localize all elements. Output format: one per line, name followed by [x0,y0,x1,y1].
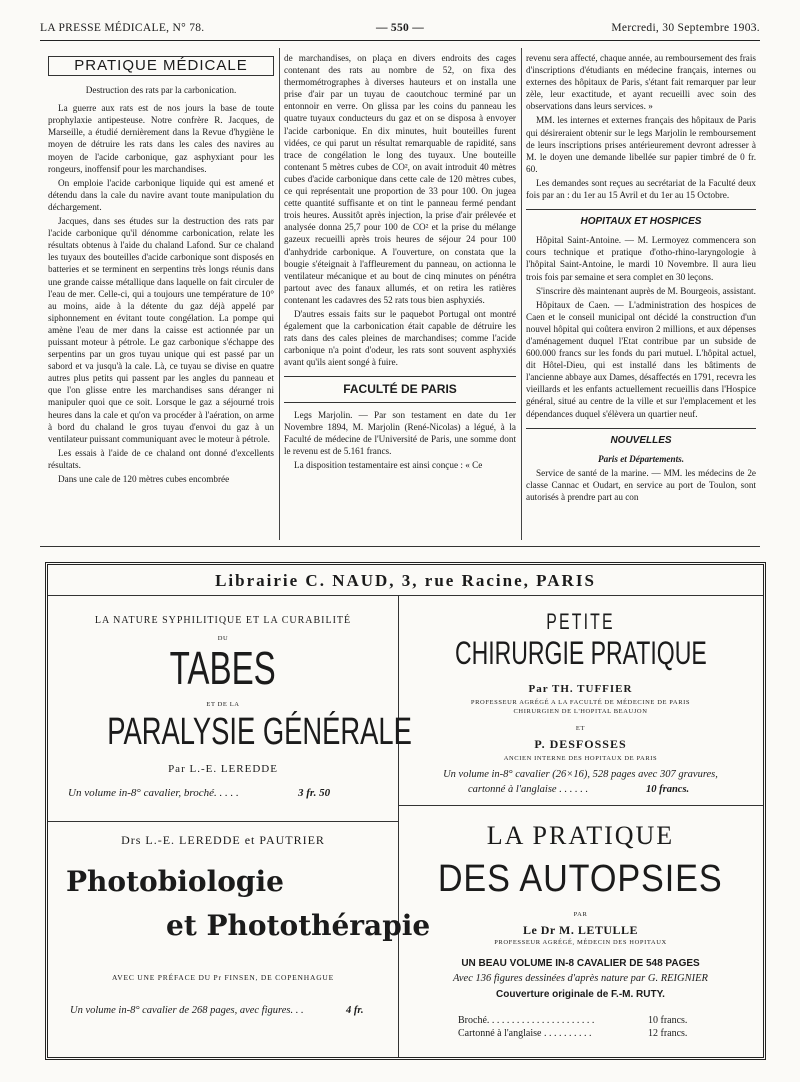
tabes-format: Un volume in-8° cavalier, broché. . . . . [68,787,239,799]
paragraph: de marchandises, on plaça en divers endroits des cages contenant des rats au nombre de 52, on fixa des thermométrographes à diverses hauteurs et on installa une prise d'air par un tuyau de caoutchouc terminé par un entonnoir en verre. On glissa par les coins du panneau les quatre tuyaux conducteurs du gaz et on se disposa à envoyer l'acide carbonique. En dix minutes, huit bouteilles furent vidées, ce qui parut un résultat remarquable de rapidité, sans trace de congélation le long des tuyaux. Une bouteille contenant 5 mètres cubes de CO², on avait introduit 40 mètres cubes d'acide carbonique dans cette cale de 120 mètres cubes, ce qui représentait une proportion de 33 pour 100. On jugea cette quantité suffisante et on tint le panneau fermé pendant trois heures. Aussitôt après injection, la prise d'air prélevée et analysée donna 25,7 pour 100 de CO² et la prise du mélange gazeux recueilli après trois heures de séjour 24 pour 100 d'anhydride carbonique. A l'ouverture, on constata que la bougie s'éteignait à l'affleurement du panneau, on actionna le ventilateur mécanique et au bout de cinq minutes on pénétra partout avec des fanaux allumés, et on retira les ratières contenant les cadavres des 52 rats tous bien asphyxiés. [284,53,516,305]
section-title-hopitaux: HOPITAUX ET HOSPICES [526,209,756,228]
autopsies-line2: Avec 136 figures dessinées d'après nature par G. REIGNIER [453,973,708,984]
tabes-et: ET DE LA [206,701,240,708]
chirurgie-author: Par TH. TUFFIER [528,683,633,695]
section-title-pratique: PRATIQUE MÉDICALE [48,56,274,76]
autopsies-title1: LA PRATIQUE [486,821,675,850]
autopsies-line1: UN BEAU VOLUME IN-8 CAVALIER DE 548 PAGES [461,958,700,969]
tabes-title: TABES [169,642,277,694]
article-subtitle: Destruction des rats par la carbonication. [85,85,237,96]
paragraph: Service de santé de la marine. — MM. les médecins de 2e classe Cannac et Oudart, en service au port de Toulon, sont autorisés à prendre part au con [526,467,756,502]
section-title-faculte: FACULTÉ DE PARIS [284,376,516,402]
ad-rule [48,595,763,596]
chirurgie-title1: PETITE [546,609,615,634]
page-header [40,22,760,40]
column-3 [526,52,756,538]
chirurgie-role3: ANCIEN INTERNE DES HOPITAUX DE PARIS [503,755,658,762]
publisher-line: Librairie C. NAUD, 3, rue Racine, PARIS [215,571,596,590]
photo-title2: et Photothérapie [166,909,431,942]
paralysie-title: PARALYSIE GÉNÉRALE [107,711,412,753]
header-rule [40,40,760,41]
paragraph: Hôpital Saint-Antoine. — M. Lermoyez commencera son cours technique et pratique d'otho-rhino-laryngologie à l'hôpital Saint-Antoine, le mardi 10 Novembre. Il aura lieu trois fois par semaine et sera complet en 30 leçons. [526,235,756,282]
column-divider [279,48,280,540]
issue-date: Mercredi, 30 Septembre 1903. [611,22,760,34]
chirurgie-format: Un volume in-8° cavalier (26×16), 528 pages avec 307 gravures, [443,769,718,780]
paragraph: Les essais à l'aide de ce chaland ont donné d'excellents résultats. [48,447,274,470]
chirurgie-et: ET [575,725,586,732]
paragraph: MM. les internes et externes français des hôpitaux de Paris qui désireraient obtenir sur le legs Marjolin le remboursement de leurs inscriptions prises antérieurement devront adresser à M. le doyen une demande libellée sur papier timbré de 0 fr. 60. [526,115,756,174]
autopsies-author: Le Dr M. LETULLE [522,923,639,937]
ad-rule [48,821,398,822]
column-1 [48,52,274,538]
chirurgie-title2: CHIRURGIE PRATIQUE [454,635,707,671]
paragraph: Les demandes sont reçues au secrétariat de la Faculté deux fois par an : du 1er au 15 Avril et du 1er au 15 Octobre. [526,177,756,201]
subsection-title: Paris et Départements. [598,453,684,464]
page-number: — 550 — [375,22,425,34]
paragraph: On emploie l'acide carbonique liquide qui est amené et détendu dans la cale du navire avant toute manipulation du déchargement. [48,177,274,212]
price-row-cartonne [458,1028,591,1039]
tabes-author: Par L.-E. LEREDDE [168,763,278,775]
price-row-label: Cartonné à l'anglaise . . . . . . . . . . [458,1028,592,1039]
chirurgie-format2: cartonné à l'anglaise . . . . . . [468,784,589,795]
photo-format: Un volume in-8° cavalier de 268 pages, avec figures. . . [70,1005,304,1016]
paragraph: La disposition testamentaire est ainsi conçue : « Ce [294,459,483,470]
columns-bottom-rule [40,546,760,547]
paragraph: Jacques, dans ses études sur la destruction des rats par l'acide carbonique qu'il dénomme carbonication, relate les résultats obtenus à l'aide du chaland Lafond. Sur ce chaland les tuyaux des bouteilles d'acide carbonique sont disposés en batteries et se terminent en serpentins très longs réunis dans une grande caisse métallique dans laquelle on fait circuler de l'eau de mer. Celle-ci, qui a toujours une température de 10° au moins, aide à la détente du gaz déjà appelé par siphonnement en évitant toute congélation. La pompe qui amène l'eau de mer dans la caisse est actionnée par un puissant moteur à pétrole. Le gaz carbonique s'échappe des serpentins par un gros tuyau unique qui est passé par un sabord et va jusqu'à la cale. Là, ce tuyau se divise en quatre autres plus petits qui passent par les angles du panneau et que l'on glisse entre les marchandises sans déranger ni manipuler quoi que ce soit. Lorsque le gaz a séjourné trois heures dans la cale et qu'on va procéder à l'aération, on arme à bord du chaland le gros tuyau d'envoi du gaz à un ventilateur puissant communiquant avec le moteur à pétrole. [48,216,274,444]
paragraph: Hôpitaux de Caen. — L'administration des hospices de Caen et le conseil municipal ont décidé la construction d'un nouvel hôpital qui coûtera environ 2 millions, et aux dépenses d'aménagement duquel l'Etat contribue par un subside de 600.000 francs sur les fonds du pari mutuel. L'hôpital actuel, dit Hôtel-Dieu, qui est installé dans les bâtiments de l'ancienne abbaye aux Dames, désaffectés en 1791, recevra les vieillards et les enfants actuellement recueillis dans l'Hospice général, situé au centre de la ville et sur l'emplacement et les dépendances duquel s'élèvera un quartier neuf. [526,299,756,419]
tabes-du: DU [217,635,229,642]
photo-preface: AVEC UNE PRÉFACE DU Pr FINSEN, DE COPENHAGUE [111,973,335,982]
tabes-line1: LA NATURE SYPHILITIQUE ET LA CURABILITÉ [94,615,352,626]
autopsies-par: PAR [573,911,588,918]
column-divider [521,48,522,540]
paragraph: D'autres essais faits sur le paquebot Portugal ont montré également que la carbonication était capable de détruire les rats dans des cales pleines de marchandises; comme l'acide carbonique n'a point d'odeur, les rats sont souvent asphyxiés avant qu'ils aient songé à fuire. [284,308,516,368]
photo-authors: Drs L.-E. LEREDDE et PAUTRIER [121,833,325,847]
chirurgie-price: 10 francs. [646,784,690,795]
paragraph: La guerre aux rats est de nos jours la base de toute prophylaxie antipesteuse. Notre confrère R. Jacques, de Marseille, a étudié dernièrement dans la Revue d'hygiène le moyen de détruire les rats dans les cales des navires au moyen de l'acide carbonique, gaz asphyxiant pour les rongeurs, inoffensif pour les marchandises. [48,103,274,174]
section-title-nouvelles: NOUVELLES [526,428,756,447]
price-row-value: 10 francs. [648,1015,688,1026]
price-row-broche [458,1015,594,1026]
autopsies-title2: DES AUTOPSIES [438,858,723,900]
chirurgie-role1: PROFESSEUR AGRÉGÉ A LA FACULTÉ DE MÉDECINE DE PARIS [470,699,691,706]
price-row-label: Broché. . . . . . . . . . . . . . . . . . . . . . [458,1015,595,1026]
paragraph: revenu sera affecté, chaque année, au remboursement des frais d'inscriptions d'étudiants en médecine français, internes ou externes des hôpitaux de Paris, s'étant fait remarquer par leur zèle, leur exactitude, et ayant recueilli avec soin des observations dans leurs services. » [526,53,756,112]
price-row-value: 12 francs. [648,1028,688,1039]
column-2 [284,52,516,538]
autopsies-role: PROFESSEUR AGRÉGÉ, MÉDECIN DES HOPITAUX [494,939,667,946]
autopsies-line3: Couverture originale de F.-M. RUTY. [496,989,665,1000]
photo-title1: Photobiologie [66,865,284,898]
paragraph: Dans une cale de 120 mètres cubes encombrée [58,474,230,484]
chirurgie-author2: P. DESFOSSES [534,737,627,751]
tabes-price: 3 fr. 50 [298,787,331,799]
photo-price: 4 fr. [346,1005,364,1016]
ad-rule [398,805,763,806]
chirurgie-role2: CHIRURGIEN DE L'HOPITAL BEAUJON [513,708,648,715]
advertisement-box [45,562,766,1060]
paragraph: S'inscrire dès maintenant auprès de M. Bourgeois, assistant. [536,285,756,296]
journal-name: LA PRESSE MÉDICALE, N° 78. [40,22,205,34]
paragraph-legs: Legs Marjolin. — Par son testament en date du 1er Novembre 1894, M. Marjolin (René-Nicolas) a légué, à la Faculté de médecine de l'Université de Paris, une somme dont le revenu est de 5.161 francs. [284,409,516,456]
